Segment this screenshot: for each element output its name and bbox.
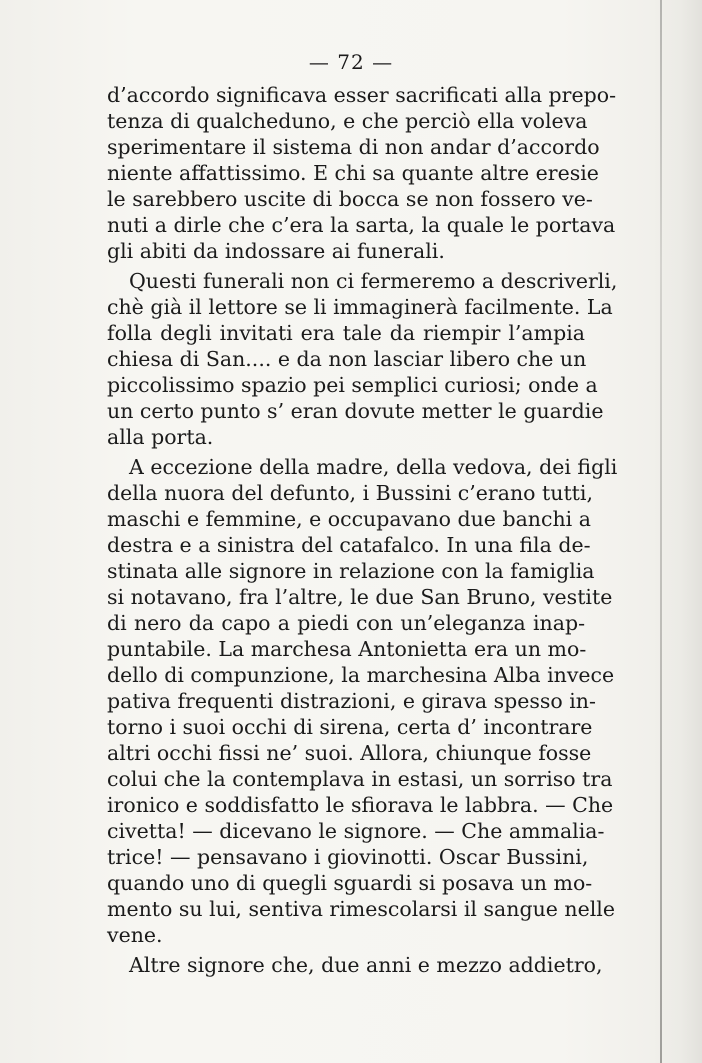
text-line: pativa frequenti distrazioni, e girava spesso in- [107,689,596,713]
text-line: chiesa di San.... e da non lasciar libero che un [107,347,587,371]
paragraph [107,268,618,450]
text-line: colui che la contemplava in estasi, un sorriso tra [107,767,613,791]
text-line: un certo punto s’ eran dovute metter le guardie [107,399,604,423]
text-line: niente affattissimo. E chi sa quante altre eresie [107,161,599,185]
text-line: alla porta. [107,425,214,449]
text-line: di nero da capo a piedi con un’eleganza inap- [107,611,585,635]
text-line: A eccezione della madre, della vedova, dei figli [129,455,618,479]
text-line: tenza di qualcheduno, e che perciò ella voleva [107,109,588,133]
text-line: della nuora del defunto, i Bussini c’erano tutti, [107,481,593,505]
text-line: vene. [107,923,163,947]
text-line: sperimentare il sistema di non andar d’accordo [107,135,600,159]
text-line: le sarebbero uscite di bocca se non fossero ve- [107,187,593,211]
body-text [107,82,618,978]
text-line: puntabile. La marchesa Antonietta era un mo- [107,637,587,661]
text-line: chè già il lettore se li immaginerà facilmente. La [107,295,613,319]
text-line: piccolissimo spazio pei semplici curiosi; onde a [107,373,598,397]
page-number: — 72 — [308,50,394,74]
text-line: mento su lui, sentiva rimescolarsi il sangue nelle [107,897,615,921]
text-line: Altre signore che, due anni e mezzo addietro, [129,953,603,977]
text-line: quando uno di quegli sguardi si posava un mo- [107,871,593,895]
text-line: maschi e femmine, e occupavano due banchi a [107,507,591,531]
text-line: destra e a sinistra del catafalco. In una fila de- [107,533,591,557]
text-line: dello di compunzione, la marchesina Alba invece [107,663,615,687]
paragraph [107,82,617,264]
text-line: nuti a dirle che c’era la sarta, la quale le portava [107,213,616,237]
paragraph [107,454,618,948]
text-line: altri occhi fissi ne’ suoi. Allora, chiunque fosse [107,741,592,765]
text-line: folla degli invitati era tale da riempir l’ampia [107,321,585,345]
text-line: Questi funerali non ci fermeremo a descriverli, [129,269,618,293]
text-line: trice! — pensavano i giovinotti. Oscar Bussini, [107,845,589,869]
text-line: torno i suoi occhi di sirena, certa d’ incontrare [107,715,593,739]
paragraph [107,952,603,978]
text-line: stinata alle signore in relazione con la famiglia [107,559,595,583]
text-line: si notavano, fra l’altre, le due San Bruno, vestite [107,585,613,609]
text-line: gli abiti da indossare ai funerali. [107,239,445,263]
text-line: ironico e soddisfatto le sfiorava le labbra. — Che [107,793,614,817]
text-line: civetta! — dicevano le signore. — Che ammalia- [107,819,605,843]
text-line: d’accordo significava esser sacrificati alla prepo- [107,83,617,107]
page-spine-edge [660,0,662,1063]
